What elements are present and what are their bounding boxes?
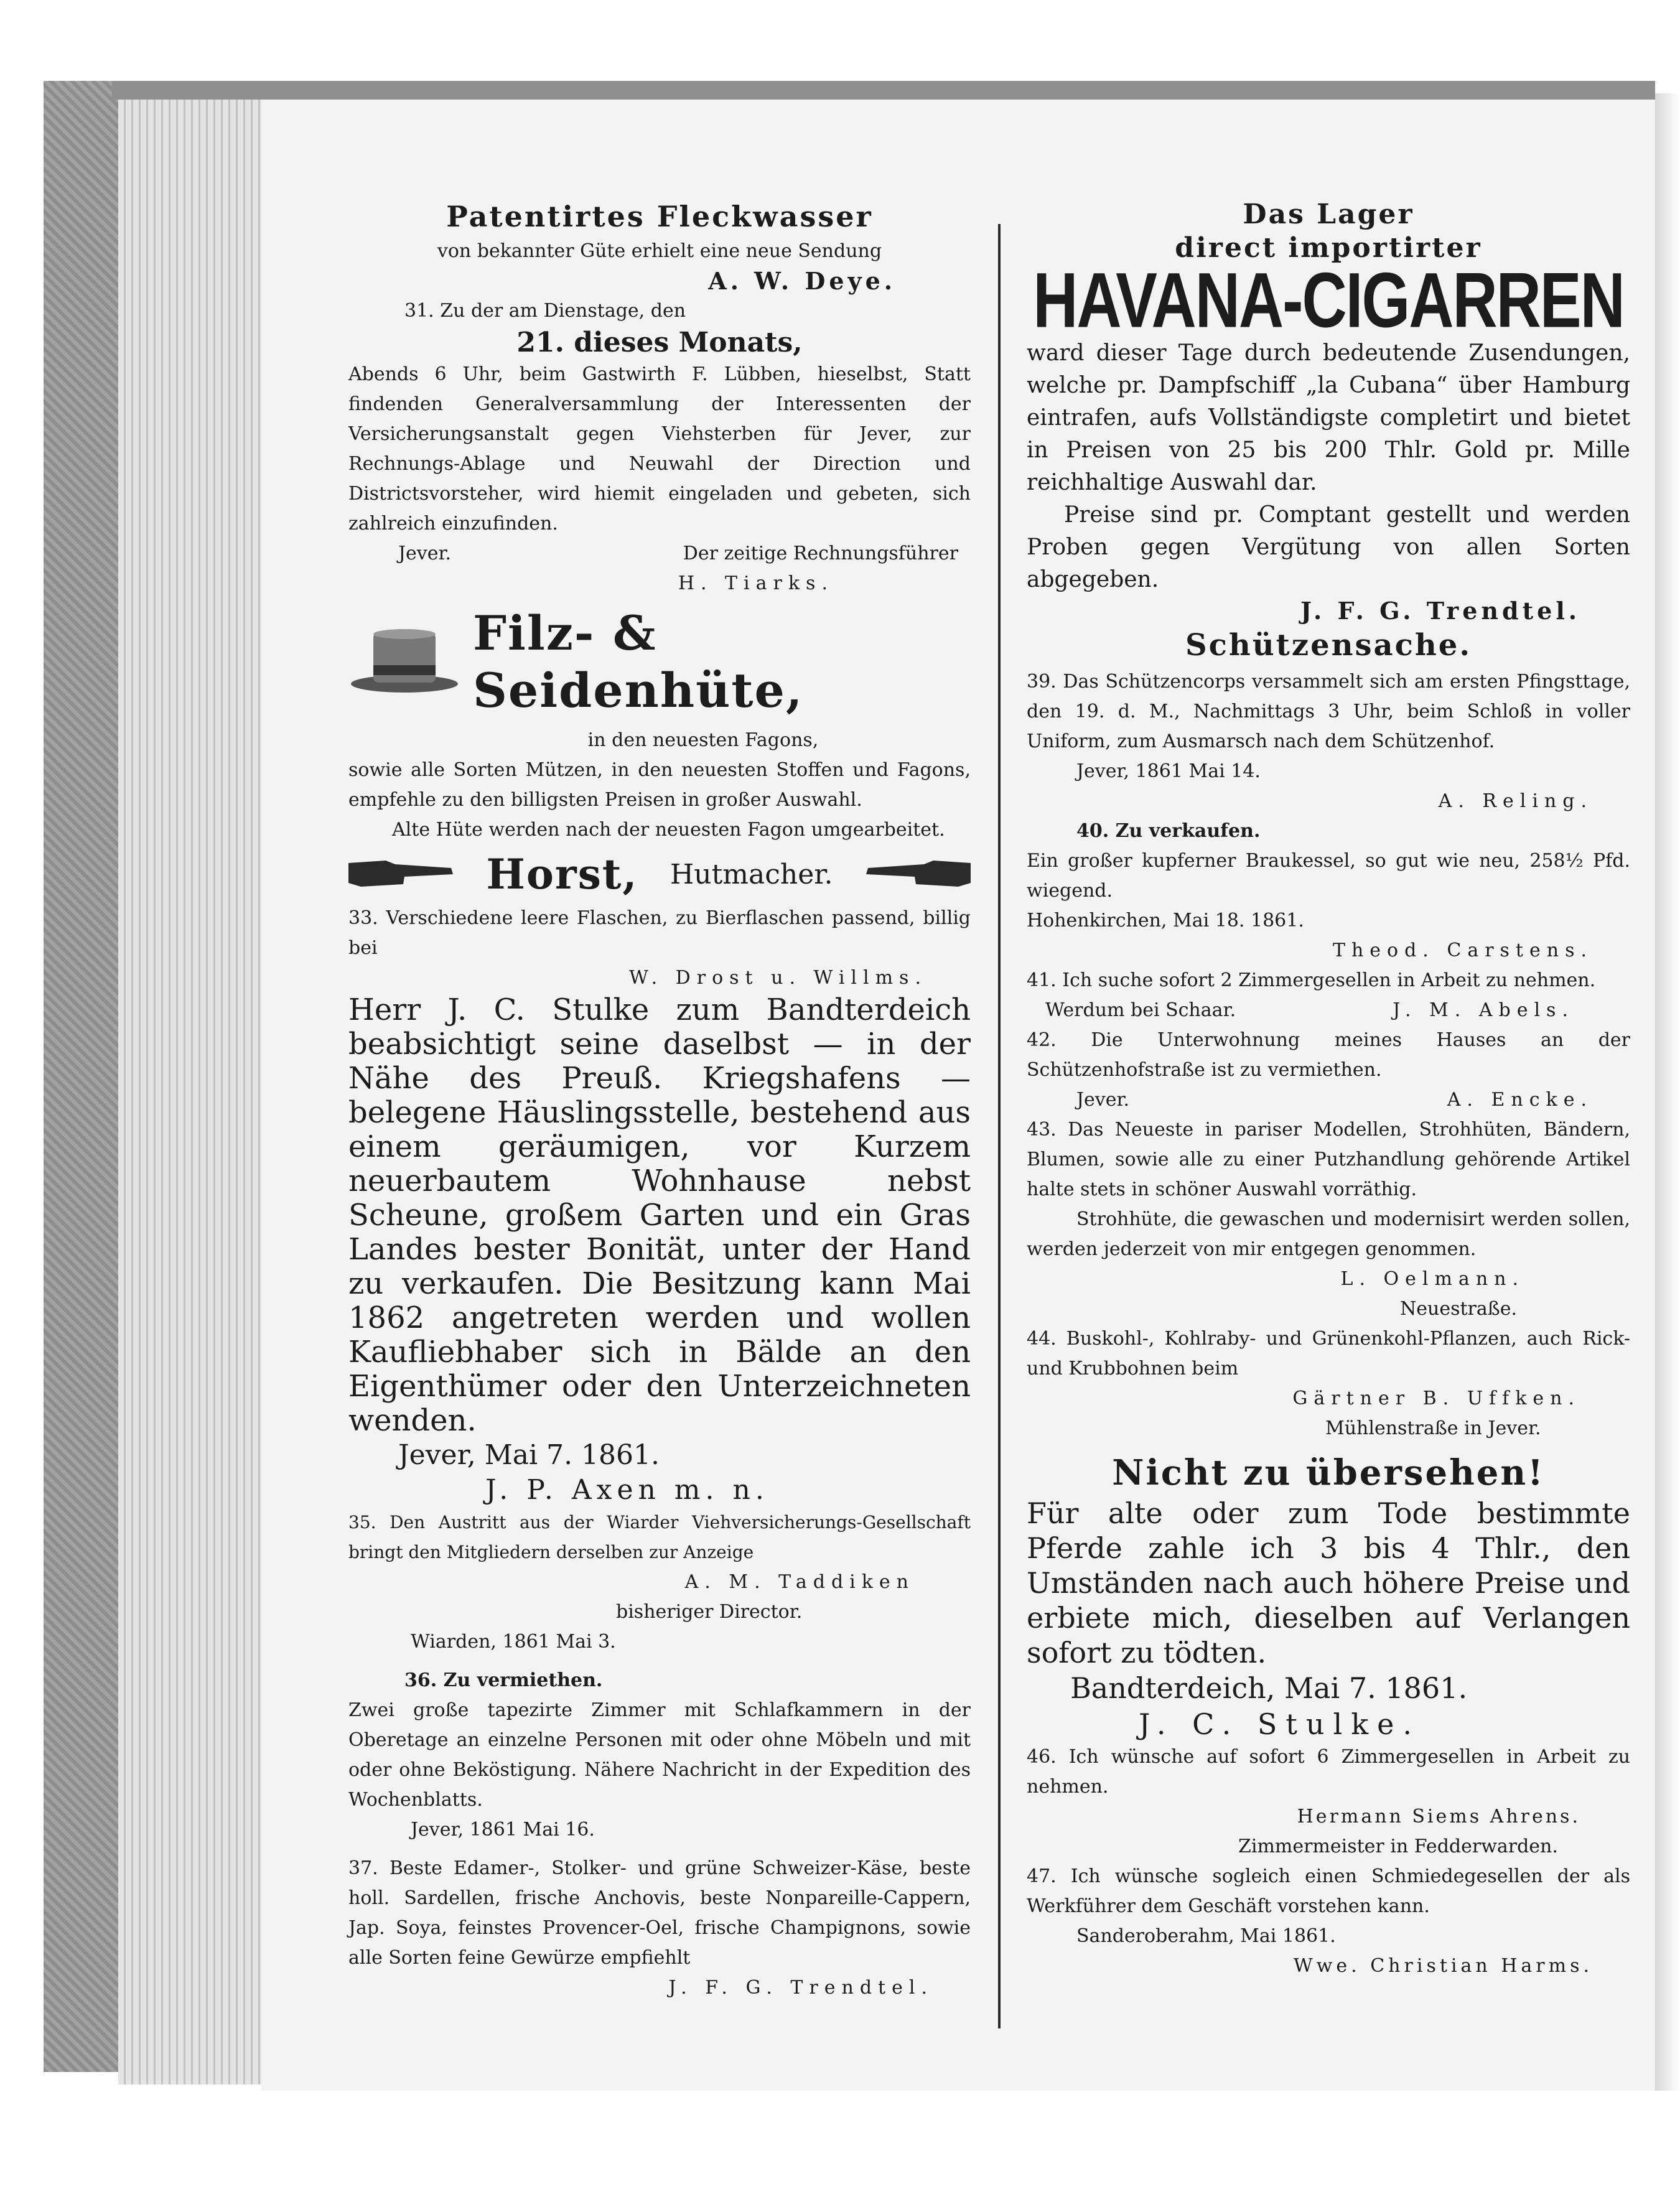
ad46-body: 46. Ich wünsche auf sofort 6 Zimmergesellen in Arbeit zu nehmen. bbox=[1027, 1746, 1630, 1798]
nicht-date: Bandterdeich, Mai 7. 1861. bbox=[1070, 1671, 1468, 1705]
book-cover bbox=[44, 81, 118, 2072]
ad31-body: Abends 6 Uhr, beim Gastwirth F. Lübben, hieselbst, Statt findenden Generalversammlung der Interessenten der Versicherungsanstalt gegen Viehsterben für Jever, zur Rechnungs-Ablage und Neuwahl der Direction und Districtsvorsteher, wird hiemit eingeladen und gebeten, sich zahlreich einzufinden. bbox=[348, 363, 971, 534]
ad41-place: Werdum bei Schaar. bbox=[1045, 999, 1236, 1021]
ad41-signature: J. M. Abels. bbox=[1393, 999, 1574, 1021]
lager-heading-2: direct importirter bbox=[1175, 232, 1482, 264]
ad43-signature: L. Oelmann. bbox=[1340, 1268, 1524, 1290]
ad43-address: Neuestraße. bbox=[1400, 1298, 1518, 1320]
fleckwasser-signature: A. W. Deye. bbox=[708, 267, 896, 295]
hat-ad-body: sowie alle Sorten Mützen, in den neuesten Stoffen und Fagons, empfehle zu den billigsten Preisen in großer Auswahl. bbox=[348, 759, 971, 811]
stulke-ad-body: Herr J. C. Stulke zum Bandterdeich beabsichtigt seine daselbst — in der Nähe des Preuß. Kriegshafens — belegene Häuslingsstelle, bestehend aus einem geräumigen, vor Kurzem neuerbautem Wohnhause nebst Scheune, großem Garten und ein Gras Landes bester Bonität, unter der Hand zu verkaufen. Die Besitzung kann Mai 1862 angetreten werden und wollen Kaufliebhaber sich in Bälde an den Eigenthümer oder den Unterzeichneten wenden. bbox=[348, 992, 971, 1438]
ad35-body: 35. Den Austritt aus der Wiarder Viehversicherungs-Gesellschaft bringt den Mitgliedern derselben zur Anzeige bbox=[348, 1512, 971, 1562]
column-divider bbox=[998, 224, 1001, 2028]
page-fold bbox=[1655, 93, 1680, 2091]
ad33-body: 33. Verschiedene leere Flaschen, zu Bierflaschen passend, billig bei bbox=[348, 907, 971, 959]
ad44-body: 44. Buskohl-, Kohlraby- und Grünenkohl-Pflanzen, auch Rick- und Krubbohnen beim bbox=[1027, 1328, 1630, 1379]
ad35-role: bisheriger Director. bbox=[616, 1601, 803, 1623]
ad43-body2: Strohhüte, die gewaschen und modernisirt werden sollen, werden jederzeit von mir entgegen genommen. bbox=[1027, 1208, 1630, 1260]
ad31-role: Der zeitige Rechnungsführer bbox=[683, 543, 958, 564]
pointing-hand-right-icon bbox=[348, 854, 454, 894]
left-column bbox=[348, 199, 971, 2003]
ad47-date: Sanderoberahm, Mai 1861. bbox=[1076, 1925, 1336, 1947]
ad46-signature: Hermann Siems Ahrens. bbox=[1297, 1806, 1580, 1827]
hat-ad-subtitle: in den neuesten Fagons, bbox=[587, 729, 819, 751]
havana-signature: J. F. G. Trendtel. bbox=[1300, 597, 1580, 625]
hat-ad-header bbox=[348, 605, 971, 719]
havana-title: HAVANA-CIGARREN bbox=[1033, 257, 1624, 344]
havana-body: ward dieser Tage durch bedeutende Zusendungen, welche pr. Dampfschiff „la Cubana“ über Hamburg eintrafen, aufs Vollständigste completirt und bietet in Preisen von 25 bis 200 Thlr. Gold pr. Mille reichhaltige Auswahl dar. bbox=[1027, 340, 1630, 495]
ad37-signature: J. F. G. Trendtel. bbox=[668, 1977, 933, 1999]
lager-heading-1: Das Lager bbox=[1243, 198, 1414, 230]
right-column bbox=[1027, 199, 1630, 1981]
schuetzen-title: Schützensache. bbox=[1185, 628, 1472, 663]
ad36-heading: 36. Zu vermiethen. bbox=[404, 1669, 603, 1691]
ad31-signature: H. Tiarks. bbox=[678, 572, 834, 594]
nicht-body: Für alte oder zum Tode bestimmte Pferde zahle ich 3 bis 4 Thlr., den Umständen nach auch höhere Preise und erbiete mich, dieselben auf Verlangen sofort zu tödten. bbox=[1027, 1496, 1630, 1669]
ad40-body: Ein großer kupferner Braukessel, so gut wie neu, 258½ Pfd. wiegend. bbox=[1027, 850, 1630, 902]
ad39-date: Jever, 1861 Mai 14. bbox=[1076, 760, 1261, 782]
ad37-body: 37. Beste Edamer-, Stolker- und grüne Schweizer-Käse, beste holl. Sardellen, frische Anchovis, beste Nonpareille-Cappern, Jap. Soya, feinstes Provencer-Oel, frische Champignons, sowie alle Sorten feine Gewürze empfiehlt bbox=[348, 1857, 971, 1969]
ad36-body: Zwei große tapezirte Zimmer mit Schlafkammern in der Oberetage an einzelne Personen mit oder ohne Möbeln und mit oder ohne Beköstigung. Nähere Nachricht in der Expedition des Wochenblatts. bbox=[348, 1699, 971, 1811]
ad42-signature: A. Encke. bbox=[1447, 1089, 1593, 1111]
nicht-signature: J. C. Stulke. bbox=[1139, 1707, 1421, 1741]
hat-ad-body2: Alte Hüte werden nach der neuesten Fagon umgearbeitet. bbox=[392, 819, 945, 841]
ad40-signature: Theod. Carstens. bbox=[1332, 940, 1593, 961]
stulke-ad-signature: J. P. Axen m. n. bbox=[485, 1474, 769, 1506]
ad43-body: 43. Das Neueste in pariser Modellen, Strohhüten, Bändern, Blumen, sowie alle zu einer Putzhandlung gehörende Artikel halte stets in schöner Auswahl vorräthig. bbox=[1027, 1119, 1630, 1200]
ad40-date: Hohenkirchen, Mai 18. 1861. bbox=[1027, 910, 1304, 931]
ad36-date: Jever, 1861 Mai 16. bbox=[411, 1819, 595, 1841]
ad31-date: 21. dieses Monats, bbox=[516, 327, 803, 358]
page-edges bbox=[118, 93, 261, 2084]
ad47-signature: Wwe. Christian Harms. bbox=[1293, 1955, 1593, 1977]
nicht-title: Nicht zu übersehen! bbox=[1112, 1452, 1545, 1493]
ad42-place: Jever. bbox=[1076, 1089, 1130, 1111]
ad41-body: 41. Ich suche sofort 2 Zimmergesellen in Arbeit zu nehmen. bbox=[1027, 969, 1596, 991]
ad31-place: Jever. bbox=[398, 543, 452, 564]
pointing-hand-left-icon bbox=[865, 854, 971, 894]
horst-header bbox=[348, 850, 971, 898]
ad39-body: 39. Das Schützencorps versammelt sich am ersten Pfingsttage, den 19. d. M., Nachmittags 3 Uhr, beim Schloß in voller Uniform, zum Ausmarsch nach dem Schützenhof. bbox=[1027, 671, 1630, 752]
ad33-signature: W. Drost u. Willms. bbox=[629, 967, 927, 989]
ad44-signature: Gärtner B. Uffken. bbox=[1292, 1388, 1580, 1409]
havana-body2: Preise sind pr. Comptant gestellt und werden Proben gegen Vergütung von allen Sorten abgegeben. bbox=[1027, 502, 1630, 592]
fleckwasser-title: Patentirtes Fleckwasser bbox=[446, 200, 873, 233]
horst-trade: Hutmacher. bbox=[670, 858, 833, 890]
ad35-date: Wiarden, 1861 Mai 3. bbox=[411, 1631, 616, 1653]
ad46-role: Zimmermeister in Fedderwarden. bbox=[1238, 1836, 1558, 1857]
ad47-body: 47. Ich wünsche sogleich einen Schmiedegesellen der als Werkführer dem Geschäft vorstehen kann. bbox=[1027, 1865, 1630, 1917]
stulke-ad-date: Jever, Mai 7. 1861. bbox=[398, 1439, 660, 1471]
hat-ad-title: Filz- & Seidenhüte, bbox=[473, 605, 804, 718]
fleckwasser-text: von bekannter Güte erhielt eine neue Sendung bbox=[437, 240, 882, 262]
horst-name: Horst, bbox=[486, 850, 638, 898]
cover-top-edge bbox=[112, 81, 1655, 100]
ad35-signature: A. M. Taddiken bbox=[684, 1571, 915, 1593]
ad31-intro: 31. Zu der am Dienstage, den bbox=[404, 300, 686, 322]
top-hat-icon bbox=[348, 627, 460, 698]
ad40-heading: 40. Zu verkaufen. bbox=[1076, 820, 1261, 842]
ad39-signature: A. Reling. bbox=[1438, 790, 1593, 812]
ad44-address: Mühlenstraße in Jever. bbox=[1325, 1417, 1541, 1439]
ad42-body: 42. Die Unterwohnung meines Hauses an der Schützenhofstraße ist zu vermiethen. bbox=[1027, 1029, 1630, 1081]
